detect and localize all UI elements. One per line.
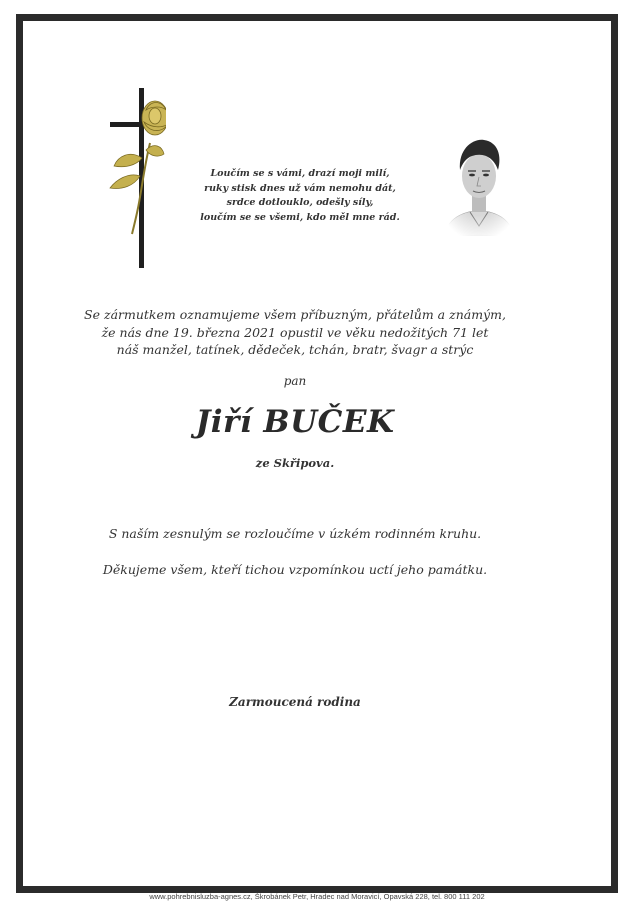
announcement [60, 306, 530, 359]
verse-line: ruky stisk dnes už vám nemohu dát, [204, 182, 396, 194]
signature: Zarmoucená rodina [229, 695, 361, 709]
announcement-line: náš manžel, tatínek, dědeček, tchán, bratr, švagr a strýc [116, 342, 474, 357]
cross-with-rose-icon [92, 88, 166, 268]
announcement-line: že nás dne 19. března 2021 opustil ve věku nedožitých 71 let [101, 324, 489, 340]
deceased-origin: ze Skřipova. [255, 456, 335, 470]
farewell-text: S naším zesnulým se rozloučíme v úzkém rodinném kruhu. [108, 526, 482, 541]
deceased-name: Jiří BUČEK [195, 404, 395, 440]
salutation: pan [283, 374, 307, 388]
portrait-photo [440, 126, 518, 236]
verse-line: srdce dotlouklo, odešly síly, [226, 197, 374, 208]
verse-line: Loučím se s vámi, drazí moji milí, [210, 168, 390, 179]
footer-contact: www.pohrebnisluzba-agnes.cz, Škrobánek Petr, Hradec nad Moravicí, Opavská 228, tel. 800 111 202 [149, 892, 485, 901]
thanks-text: Děkujeme všem, kteří tichou vzpomínkou uctí jeho památku. [102, 562, 488, 577]
verse [190, 167, 410, 225]
verse-line: loučím se se všemi, kdo měl mne rád. [200, 211, 400, 223]
announcement-line: Se zármutkem oznamujeme všem příbuzným, přátelům a známým, [84, 307, 506, 322]
